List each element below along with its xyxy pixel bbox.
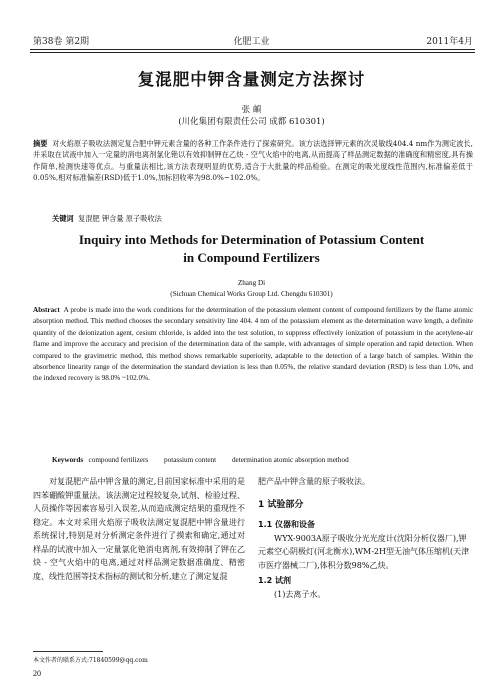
- keywords-chinese: [52, 214, 162, 224]
- author-chinese: 张 頔: [241, 105, 262, 115]
- abstract-label-en: Abstract: [33, 306, 60, 314]
- affiliation-chinese: (川化集团有限责任公司 成都 610301): [178, 117, 325, 127]
- title-english-line1: Inquiry into Methods for Determination of Potassium Content: [78, 232, 425, 247]
- keyword-item: compound fertilizers: [88, 456, 149, 464]
- instrument-paragraph: WYX-9003A原子吸收分光光度计(沈阳分析仪器厂),钾元素空心阴极灯(河北衡水),WM-2H型无油气体压缩机(天津市医疗器械二厂),体积分数98%乙炔。: [258, 533, 470, 570]
- page-number: 20: [33, 669, 41, 678]
- keywords-label-en: Keywords: [52, 456, 84, 464]
- header-rule-thin: [30, 52, 475, 53]
- title-english-line2: in Compound Fertilizers: [183, 250, 320, 265]
- intro-paragraph-cont: 肥产品中钾含量的原子吸收法。: [258, 477, 370, 486]
- author-english: Zhang Di: [237, 279, 266, 287]
- abstract-label-zh: 摘要: [33, 139, 48, 148]
- abstract-text-zh: 对火焰原子吸收法测定复合肥中钾元素含量的各种工作条件进行了探索研究。该方法选择钾元素的次灵敏线404.4 nm作为测定波长,并采取在试液中加入一定量的消电离剂氯化铯以有效抑制钾在乙炔 - 空气火焰中的电离,从而提高了样品测定数据的准确度和精密度,具有操作简单,检测快速等优点。与重量法相比,该方法表现明显的优势,适合于大批量的样品检验。在测定的吸光度线性范围内,标准偏差低于0.05%,相对标准偏差(RSD)低于1.0%,加标回收率为98.0%~102.0%。: [33, 139, 473, 182]
- section-heading: 1 试验部分: [258, 499, 304, 510]
- keyword-item: determination atomic absorption method: [231, 456, 349, 464]
- abstract-text-en: A probe is made into the work conditions for the determination of the potassium element content of compound fertilizers by the flame atomic absorption method. This method chooses the secondary sensitivity line 404. 4 nm of the potassium element as the determination wave length, a definite quantity of the deionization agent, cesium chloride, is added into the test solution, to suppress effectively ionization of potassium in the acetylene-air flame and improve the accuracy and precision of the determination data of the sample, with advantages of simple operation and rapid detection. When compared to the gravimetric method, this method shows remarkable superiority, adaptable to the detection of a large batch of samples. Within the absorbence linearity range of the determination the standard deviation is less than 0.05%, the relative standard deviation (RSD) is less than 1.0%, and the indexed recovery is 98.0% ~102.0%.: [33, 306, 474, 383]
- header-journal: 化肥工业: [233, 37, 270, 47]
- body-right-column: [258, 475, 473, 601]
- header-volume: 第38卷 第2期: [33, 37, 90, 47]
- header-rule: [30, 49, 475, 50]
- subsection-heading: 1.2 试剂: [258, 576, 291, 585]
- subsection-heading: 1.1 仪器和设备: [258, 520, 315, 529]
- abstract-english: [33, 305, 473, 385]
- keywords-text-zh: 复混肥 钾含量 原子吸收法: [78, 214, 162, 223]
- header-date: 2011年4月: [426, 37, 473, 47]
- keyword-item: potassium content: [164, 456, 217, 464]
- body-left-column: [33, 475, 245, 583]
- title-chinese: 复混肥中钾含量测定方法探讨: [137, 70, 366, 89]
- title-english: [0, 231, 503, 267]
- keywords-english: [52, 456, 349, 464]
- abstract-chinese: [33, 138, 473, 183]
- affiliation-english: (Sichuan Chemical Works Group Ltd. Chengdu 610301): [170, 290, 333, 298]
- intro-paragraph: 对复混肥产品中钾含量的测定,目前国家标准中采用的是四苯硼酸钾重量法。该法测定过程较复杂,试剂、检验过程、人员操作等因素容易引入误差,从而造成测定结果的重现性不稳定。本文对采用火焰原子吸收法测定复混肥中钾含量进行系统探讨,特别是对分析测定条件进行了摸索和确定,通过对样品的试液中加入一定量氯化铯消电离剂,有效抑制了钾在乙炔 - 空气火焰中的电离,通过对样品测定数据准确度、精密度、线性范围等技术指标的测试和分析,建立了测定复混: [33, 477, 245, 581]
- reagent-item: (1)去离子水。: [274, 589, 326, 599]
- footnote-rule: [33, 651, 103, 652]
- footnote: 本文作者的联系方式:71840599@qq.com: [33, 657, 148, 664]
- keywords-label-zh: 关键词: [52, 214, 74, 223]
